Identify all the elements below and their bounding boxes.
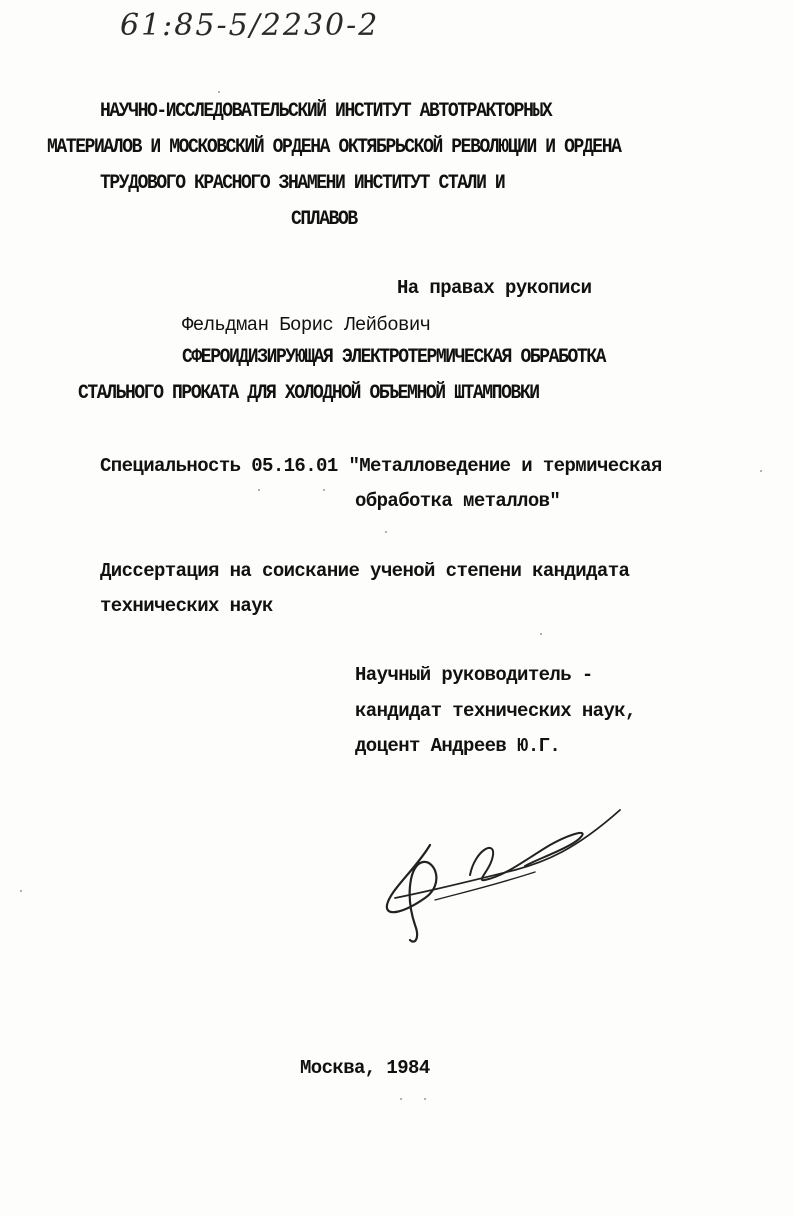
- paper-speck: [540, 633, 542, 635]
- place-and-year: Москва, 1984: [300, 1057, 430, 1079]
- paper-speck: [760, 470, 762, 472]
- title-line-2: СТАЛЬНОГО ПРОКАТА ДЛЯ ХОЛОДНОЙ ОБЪЕМНОЙ ШТАМПОВКИ: [78, 382, 539, 405]
- paper-speck: [424, 1098, 426, 1100]
- specialty-line-2: обработка металлов": [355, 490, 561, 512]
- paper-speck: [218, 91, 220, 93]
- specialty-line-1: Специальность 05.16.01 "Металловедение и термическая: [100, 455, 662, 477]
- paper-speck: [400, 1098, 402, 1100]
- paper-speck: [385, 531, 387, 533]
- dissertation-line-2: технических наук: [100, 595, 273, 617]
- institution-line-4: СПЛАВОВ: [291, 208, 357, 231]
- supervisor-line-1: Научный руководитель -: [355, 664, 593, 686]
- paper-speck: [258, 489, 260, 491]
- supervisor-line-2: кандидат технических наук,: [355, 700, 636, 722]
- author-name: Фельдман Борис Лейбович: [182, 314, 431, 336]
- paper-speck: [20, 890, 22, 892]
- catalog-number-handwritten: 61:85-5/2230-2: [120, 8, 380, 43]
- institution-line-2: МАТЕРИАЛОВ И МОСКОВСКИЙ ОРДЕНА ОКТЯБРЬСКОЙ РЕВОЛЮЦИИ И ОРДЕНА: [47, 136, 621, 159]
- institution-line-1: НАУЧНО-ИССЛЕДОВАТЕЛЬСКИЙ ИНСТИТУТ АВТОТРАКТОРНЫХ: [100, 100, 552, 123]
- paper-speck: [323, 489, 325, 491]
- manuscript-note: На правах рукописи: [397, 277, 592, 299]
- institution-line-3: ТРУДОВОГО КРАСНОГО ЗНАМЕНИ ИНСТИТУТ СТАЛИ И: [100, 172, 505, 195]
- title-line-1: СФЕРОИДИЗИРУЮЩАЯ ЭЛЕКТРОТЕРМИЧЕСКАЯ ОБРАБОТКА: [182, 346, 606, 369]
- signature-scribble: [375, 800, 635, 950]
- dissertation-line-1: Диссертация на соискание ученой степени кандидата: [100, 560, 630, 582]
- supervisor-line-3: доцент Андреев Ю.Г.: [355, 735, 561, 757]
